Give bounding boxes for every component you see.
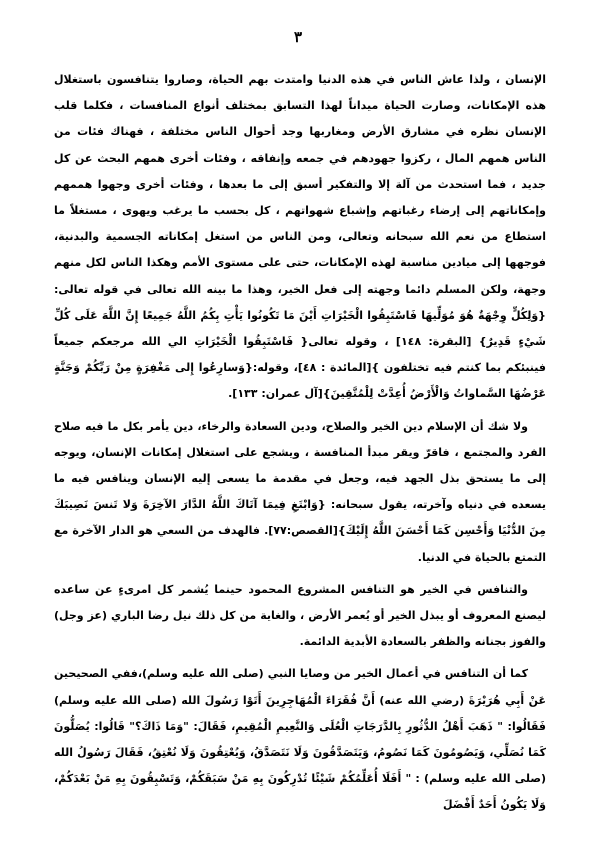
paragraph-2: ولا شك أن الإسلام دين الخير والصلاح، ودين السعادة والرخاء، دين يأمر بكل ما فيه صلاح الفرد والمجتمع ، فاقرّ ويقر مبدأ المنافسة ، ويشجع على استغلال إمكانات الإنسان، ويوجه إلى ما يستحق بذل الجهد فيه، وجعل في مقدمة ما يسعى إليه الإنسان وينافس فيه ما يسعده في دنياه وآخرته، يقول سبحانه: {وَابْتَغِ فِيمَا آتَاكَ اللَّهُ الدَّارَ الآخِرَةَ وَلا تَنسَ نَصِيبَكَ مِنَ الدُّنْيَا وَأَحْسِن كَمَا أَحْسَنَ اللَّهُ إِلَيْكَ}[القصص:٧٧]. فالهدف من السعي هو الدار الآخرة مع التمتع بالحياة في الدنيا. [54, 419, 546, 564]
page-body [54, 67, 546, 825]
paragraph-3: والتنافس في الخير هو التنافس المشروع المحمود حينما يُشمر كل امرىءٍ عن ساعده ليصنع المعروف أو يبذل الخير أو يُعمر الأرض ، والغاية من كل ذلك نيل رضا الباري (عز وجل) والفوز بجنانه والظفر بالسعادة الأبدية الدائمة. [54, 582, 546, 649]
paragraph-1: الإنسان ، ولذا عاش الناس في هذه الدنيا وامتدت بهم الحياة، وصاروا يتنافسون باستغلال هذه الإمكانات، وصارت الحياة ميداناً لهذا التسابق بمختلف أنواع المنافسات ، فكلما قلب الإنسان نظره في مشارق الأرض ومغاربها وجد أحوال الناس مختلفة ، فهناك فئات من الناس همهم المال ، ركزوا جهودهم في جمعه وإنفاقه ، وفئات أخرى همهم البحث عن كل جديد ، فما استحدث من آلة إلا والتفكير أسبق إلى ما بعدها ، وفئات أخرى وجهوا هممهم وإمكاناتهم إلى إرضاء رغباتهم وإشباع شهواتهم ، كل بحسب ما يرغب ويهوى ، مستغلاً ما استطاع من نعم الله سبحانه وتعالى، ومن الناس من استغل إمكاناته الجسمية والبدنية، فوجهها إلى ميادين مناسبة لهذه الإمكانات، حتى على مستوى الأمم وهكذا الناس لكل منهم وجهة، ولكن المسلم دائما وجهته إلى فعل الخير، وهذا ما بينه الله تعالى في قوله تعالى: {وَلِكُلٍّ وِجْهَةٌ هُوَ مُوَلِّيهَا فَاسْتَبِقُوا الْخَيْرَاتِ أَيْنَ مَا تَكُونُوا يَأْتِ بِكُمُ اللَّهُ جَمِيعًا إِنَّ اللَّهَ عَلَى كُلِّ شَيْءٍ قَدِيرٌ} [البقرة: ١٤٨] ، وقوله تعالى{ فَاسْتَبِقُوا الْخَيْرَاتِ الي الله مرجعكم جميعاً فينبئكم بما كنتم فيه تختلفون }[المائدة : ٤٨]، وقوله:{وَسارِعُوا إِلى مَغْفِرَةٍ مِنْ رَبِّكُمْ وَجَنَّةٍ عَرْضُهَا السَّماواتُ وَالْأَرْضُ أُعِدَّتْ لِلْمُتَّقِينَ}[آل عمران: ١٣٣]. [54, 73, 546, 401]
page-number: ٣ [293, 28, 303, 46]
paragraph-4: كما أن التنافس في أعمال الخير من وصايا النبي (صلى الله عليه وسلم)،ففي الصحيحين عَنْ أَبِي هُرَيْرَةَ (رضي الله عنه) أَنَّ فُقَرَاءَ الْمُهَاجِرِينَ أَتَوْا رَسُولَ الله (صلى الله عليه وسلم) فَقَالُوا: " ذَهَبَ أَهْلُ الدُّثُورِ بِالدَّرَجَاتِ الْعُلَى وَالنَّعِيمِ الْمُقِيمِ، فَقَالَ: "وَمَا ذَاكَ؟" قَالُوا: يُصَلُّونَ كَمَا نُصَلِّي، وَيَصُومُونَ كَمَا نَصُومُ، وَيَتَصَدَّقُونَ وَلَا نَتَصَدَّقُ، وَيُعْتِقُونَ وَلَا نُعْتِقُ، فَقَالَ رَسُولُ الله (صلى الله عليه وسلم) : " أَفَلَا أُعَلِّمُكُمْ شَيْئًا تُدْرِكُونَ بِهِ مَنْ سَبَقَكُمْ، وَتَسْبِقُونَ بِهِ مَنْ بَعْدَكُمْ، وَلَا يَكُونُ أَحَدٌ أَفْضَلَ [54, 667, 546, 812]
